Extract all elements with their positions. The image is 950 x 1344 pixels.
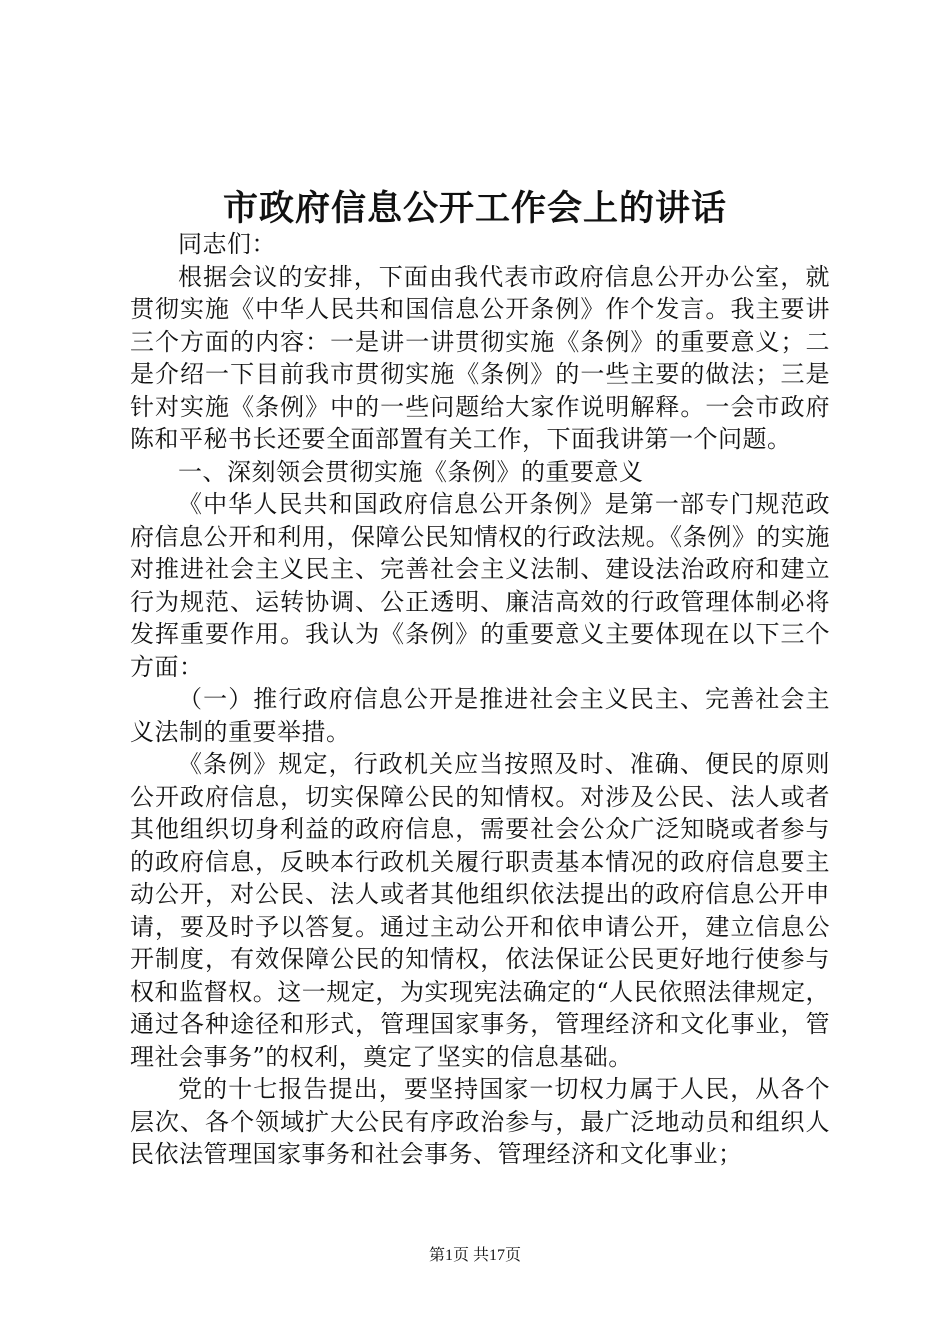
paragraph-intro: 根据会议的安排，下面由我代表市政府信息公开办公室，就贯彻实施《中华人民共和国信息公开条例》作个发言。我主要讲三个方面的内容：一是讲一讲贯彻实施《条例》的重要意义；二是介绍一下目前我市贯彻实施《条例》的一些主要的做法；三是针对实施《条例》中的一些问题给大家作说明解释。一会市政府陈和平秘书长还要全面部置有关工作，下面我讲第一个问题。 bbox=[130, 262, 830, 453]
paragraph-provisions: 《条例》规定，行政机关应当按照及时、准确、便民的原则公开政府信息，切实保障公民的知情权。对涉及公民、法人或者其他组织切身利益的政府信息，需要社会公众广泛知晓或者参与的政府信息，反映本行政机关履行职责基本情况的政府信息要主动公开，对公民、法人或者其他组织依法提出的政府信息公开申请，要及时予以答复。通过主动公开和依申请公开，建立信息公开制度，有效保障公民的知情权，依法保证公民更好地行使参与权和监督权。这一规定，为实现宪法确定的“人民依照法律规定，通过各种途径和形式，管理国家事务，管理经济和文化事业，管理社会事务”的权利，奠定了坚实的信息基础。 bbox=[130, 750, 830, 1071]
document-body bbox=[130, 228, 830, 1171]
section-heading-1: 一、深刻领会贯彻实施《条例》的重要意义 bbox=[178, 457, 644, 486]
document-title: 市政府信息公开工作会上的讲话 bbox=[222, 188, 727, 229]
salutation: 同志们： bbox=[178, 230, 276, 258]
subheading-1: （一）推行政府信息公开是推进社会主义民主、完善社会主义法制的重要举措。 bbox=[130, 685, 830, 746]
page-number-footer: 第1页 共17页 bbox=[428, 1247, 521, 1264]
paragraph-party-report: 党的十七报告提出，要坚持国家一切权力属于人民，从各个层次、各个领域扩大公民有序政治参与，最广泛地动员和组织人民依法管理国家事务和社会事务、管理经济和文化事业； bbox=[130, 1075, 830, 1168]
paragraph-regulation: 《中华人民共和国政府信息公开条例》是第一部专门规范政府信息公开和利用，保障公民知情权的行政法规。《条例》的实施对推进社会主义民主、完善社会主义法制、建设法治政府和建立行为规范、运转协调、公正透明、廉洁高效的行政管理体制必将发挥重要作用。我认为《条例》的重要意义主要体现在以下三个方面： bbox=[130, 490, 830, 681]
